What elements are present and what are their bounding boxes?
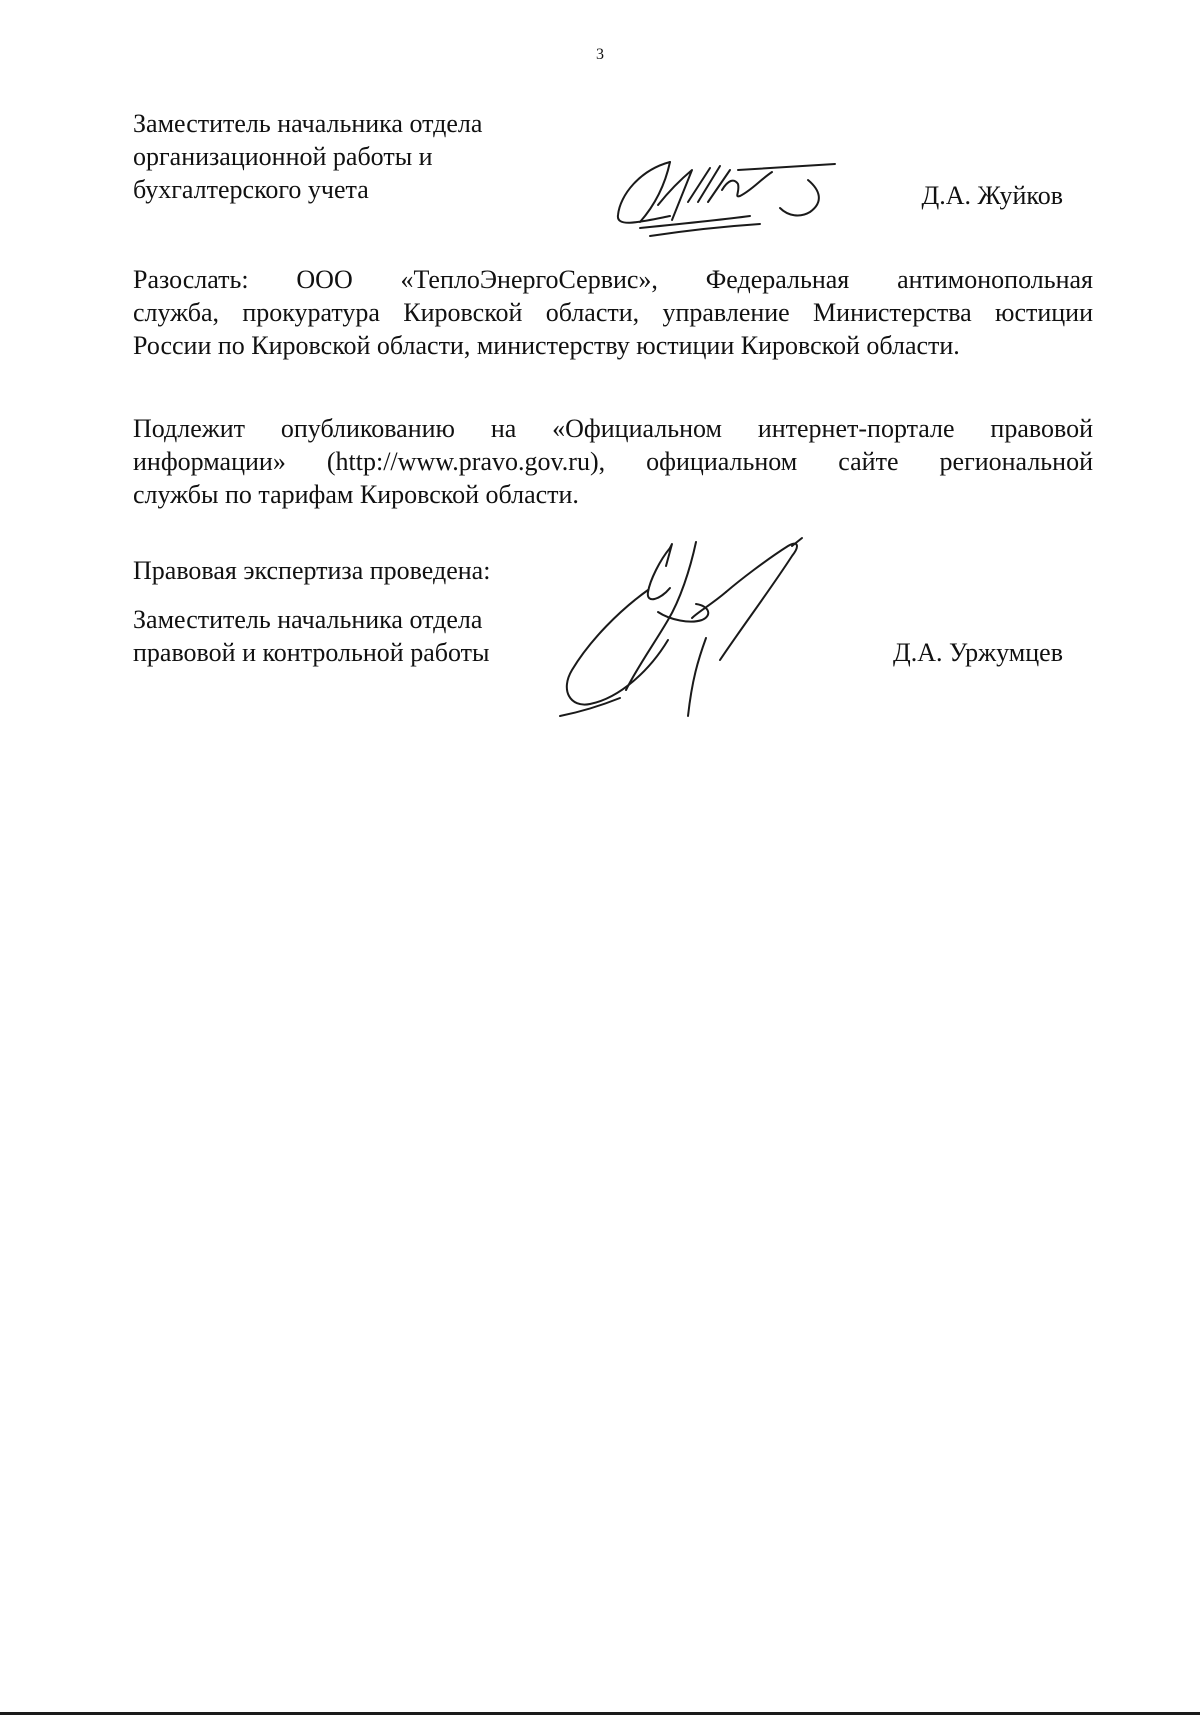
signatory-1-title-line: организационной работы и: [133, 142, 433, 171]
distribution-paragraph: [133, 263, 1093, 362]
legal-review-title-line: правовой и контрольной работы: [133, 638, 490, 667]
signatory-1-title-line: Заместитель начальника отдела: [133, 109, 483, 138]
legal-review-heading: Правовая экспертиза проведена:: [133, 556, 491, 585]
legal-review-title-line: Заместитель начальника отдела: [133, 605, 483, 634]
footer-rule: [0, 1712, 1200, 1715]
signatory-1-name: Д.А. Жуйков: [921, 181, 1063, 210]
page-number: 3: [596, 46, 604, 63]
signatory-1-title-line: бухгалтерского учета: [133, 175, 369, 204]
signature-2: [520, 520, 860, 720]
publication-line: Подлежит опубликованию на «Официальном интернет-портале правовой: [133, 414, 1093, 443]
distribution-line: России по Кировской области, министерству юстиции Кировской области.: [133, 331, 960, 360]
signature-1: [610, 150, 850, 240]
distribution-line: служба, прокуратура Кировской области, управление Министерства юстиции: [133, 298, 1093, 327]
publication-paragraph: [133, 412, 1093, 511]
distribution-line: Разослать: ООО «ТеплоЭнергоСервис», Федеральная антимонопольная: [133, 265, 1093, 294]
publication-line: информации» (http://www.pravo.gov.ru), официальном сайте региональной: [133, 447, 1093, 476]
legal-review-name: Д.А. Уржумцев: [893, 638, 1063, 667]
publication-line: службы по тарифам Кировской области.: [133, 480, 579, 509]
